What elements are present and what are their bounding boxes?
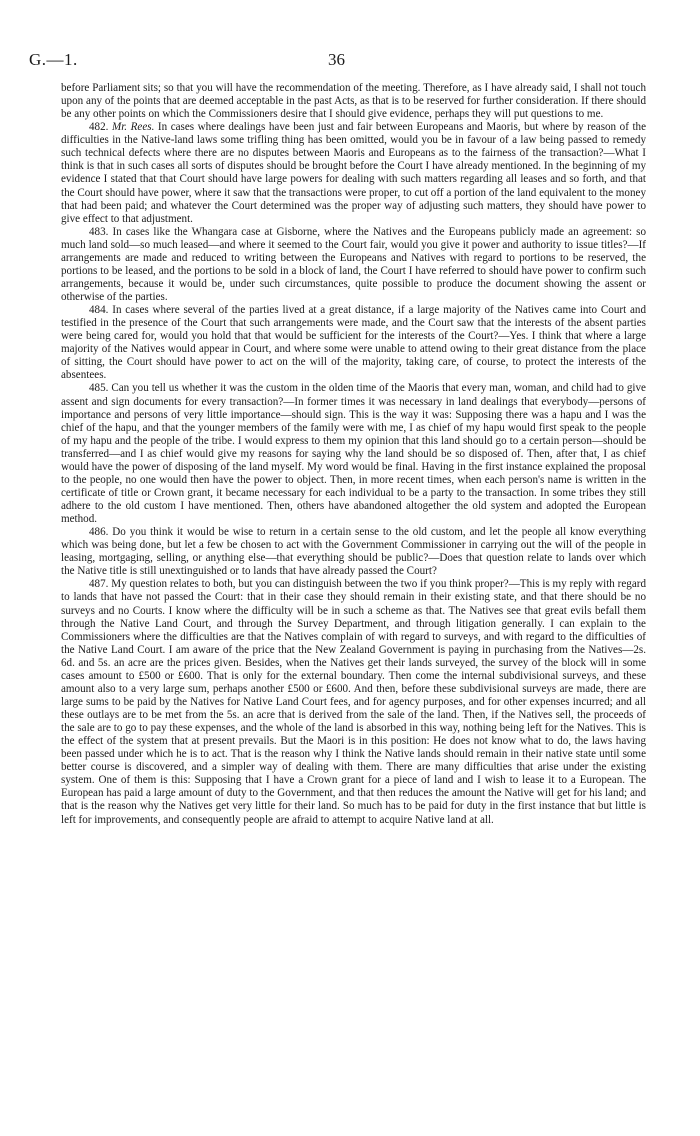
paragraph-text: Do you think it would be wise to return in a certain sense to the old custom, and let the people all know everything which was being done, but let a few be chosen to act with the Government Commissioner in carrying out the will of the people in leasing, mortgaging, selling, or anything else—that everything should be public?—Does that question relate to lands over which the Native title is still unextinguished or to lands that have already passed the Court? (61, 526, 646, 578)
question-487 (61, 578, 646, 826)
question-482 (61, 121, 646, 226)
question-485 (61, 382, 646, 526)
question-486 (61, 526, 646, 578)
page-header (0, 50, 700, 74)
question-number: 486. (89, 526, 109, 539)
paragraph-text: Can you tell us whether it was the custom in the olden time of the Maoris that every man, woman, and child had to give assent and sign documents for every transaction?—In former times it was necessary in land dealings that everybody—persons of importance and persons of very little importance—should sign. This is the way it was: Supposing there was a hapu and I was the chief of the hapu, and that the younger members of the family were with me, I as chief of my hapu would first speak to the people of my hapu and the people of the tribe. I would express to them my opinion that this land should go to a certain person—should be transferred—and I as chief would give my reasons for saying why the land should be so disposed of. Then, after that, I as chief would have the power of disposing of the land myself. My word would be final. Having in the first instance explained the proposal to the people, no one would then have the power to object. Then, in more recent times, when each person's name is written in the certificate of title or Crown grant, it became necessary for each individual to be a party to the transaction. In some tribes they still adhere to the old custom I have mentioned. Then, others have abandoned altogether the old system and adopted the European method. (61, 382, 646, 526)
question-number: 484. (89, 304, 109, 317)
question-number: 487. (89, 578, 109, 591)
question-483 (61, 226, 646, 304)
question-number: 485. (89, 382, 109, 395)
paragraph-text: My question relates to both, but you can distinguish between the two if you think proper?—This is my reply with regard to lands that have not passed the Court: that in their case they should remain in their existing state, and that there should be no surveys and no Courts. I know where the difficulty will be in such a scheme as that. The Natives see that great evils befall them through the Native Land Court, and through the Survey Department, and through litigation generally. I can explain to the Commissioners where the difficulties are that the Natives complain of with regard to surveys, and with regard to the difficulties of the Native Land Court. I am aware of the price that the New Zealand Government is paying in purchasing from the Natives—2s. 6d. and 5s. an acre are the prices given. Besides, when the Natives get their lands surveyed, the survey of the block will in some cases amount to £500 or £600. That is only for the external boundary. Then come the internal subdivisional surveys, and these amount also to a very large sum, perhaps another £500 or £600. And then, before these subdivisional surveys are made, there are large sums to be paid by the Natives for Native Land Court fees, and for agency purposes, and for other expenses incurred; and all these outlays are to be met from the 5s. an acre that is derived from the sale of the land. Then, if the Natives sell, the proceeds of the sale are to go to pay these expenses, and the whole of the land is absorbed in this way, nothing being left for the Natives. This is the effect of the system that at present prevails. But the Maori is in this position: He does not know what to do, the laws having been passed under which he is to act. That is the reason why I think the Native lands should remain in their native state until some better course is discovered, and a simpler way of dealing with them. There are many difficulties that arise under the existing system. One of them is this: Supposing that I have a Crown grant for a piece of land and I wish to lease it to a European. The European has paid a large amount of duty to the Government, and that then reduces the amount the Native will get for his land; and that is the reason why the Natives get very little for their land. So much has to be paid for duty in the first instance that but little is left for improvements, and consequently people are afraid to attempt to acquire Native land at all. (61, 578, 646, 826)
question-484 (61, 304, 646, 382)
question-number: 482. (89, 121, 109, 134)
paragraph-text: In cases where dealings have been just and fair between Europeans and Maoris, but where by reason of the difficulties in the Native-land laws some trifling thing has been omitted, would you be in favour of a law being passed to remedy such technical defects where there are no disputes between Maoris and Europeans as to the fairness of the transaction?—What I think is that in such cases all sorts of disputes should be brought before the Court I have already mentioned. In the beginning of my evidence I stated that that Court should have large powers for dealing with such matters regarding all leases and so forth, and that the Court should have power, where it saw that the transactions were proper, to cut off a portion of the land equivalent to the money that had been paid; and whatever the Court determined was the proper way of adjusting such matters, they should have power to give effect to that adjustment. (61, 121, 647, 225)
speaker-name: Mr. Rees. (111, 121, 155, 134)
body-text (61, 82, 646, 827)
paragraph-text: before Parliament sits; so that you will have the recommendation of the meeting. Therefore, as I have already said, I shall not touch upon any of the points that are deemed acceptable in the past Acts, as that is to be reserved for further consideration. If there should be any other points on which the Commissioners desire that I should give evidence, perhaps they will put questions to me. (61, 82, 646, 121)
page-number: 36 (328, 50, 345, 69)
paragraph-text: In cases where several of the parties lived at a great distance, if a large majority of the Natives came into Court and testified in the presence of the Court that such arrangements were made, and the Court saw that the interests of the absent parties were being cared for, would you hold that that would be sufficient for the interests of the Court?—Yes. I think that where a large majority of the Natives would appear in Court, and where some were unable to attend owing to their great distance from the place of sitting, the Court should have power to act on the will of the majority, taking care, of course, to protect the interests of the absentees. (61, 304, 646, 382)
document-reference: G.—1. (29, 50, 78, 69)
question-number: 483. (89, 225, 109, 238)
paragraph-text: In cases like the Whangara case at Gisborne, where the Natives and the Europeans publicly made an agreement: so much land sold—so much leased—and where it seemed to the Court fair, would you give it power and authority to issue titles?—If arrangements are made and reduced to writing between the Europeans and Natives with regard to portions to be reserved, the portions to be leased, and the portions to be sold in a block of land, the Court I have referred to should have power to confirm such arrangements, because it would be, under such circumstances, quite possible to produce the document showing the assent or otherwise of the parties. (61, 225, 646, 303)
paragraph-continued (61, 82, 646, 121)
